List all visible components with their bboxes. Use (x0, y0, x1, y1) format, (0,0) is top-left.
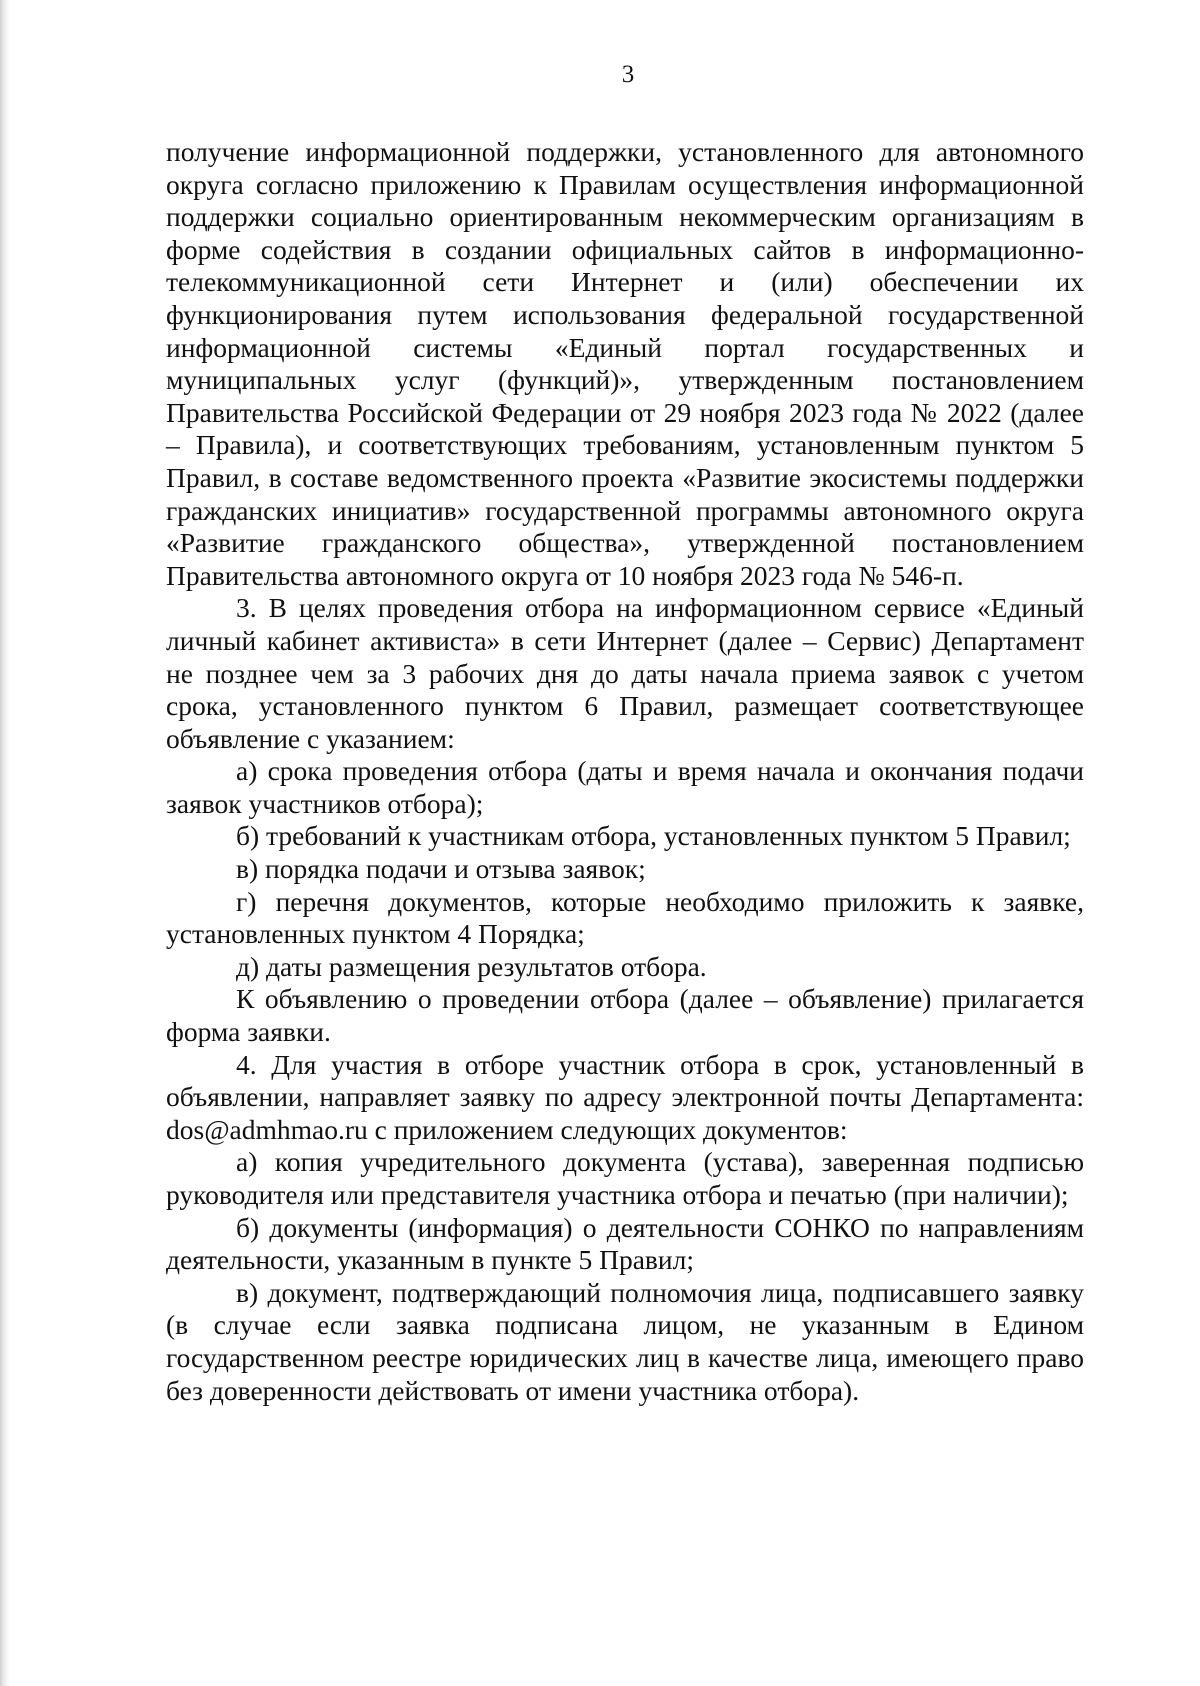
paragraph-announcement-form: К объявлению о проведении отбора (далее – объявление) прилагается форма заявки. (166, 983, 1084, 1048)
list-item-4v: в) документ, подтверждающий полномочия лица, подписавшего заявку (в случае если заявка подписана лицом, не указанным в Едином государственном реестре юридических лиц в качестве лица, имеющего право без доверенности действовать от имени участника отбора). (166, 1276, 1084, 1406)
list-item-3v: в) порядка подачи и отзыва заявок; (236, 853, 646, 885)
document-body (166, 136, 1084, 1407)
paragraph-clause-3: 3. В целях проведения отбора на информационном сервисе «Единый личный кабинет активиста» в сети Интернет (далее – Сервис) Департамент не позднее чем за 3 рабочих дня до даты начала приема заявок с учетом срока, установленного пунктом 6 Правил, размещает соответствующее объявление с указанием: (166, 592, 1084, 754)
list-item-3a: а) срока проведения отбора (даты и время начала и окончания подачи заявок участников отбора); (166, 755, 1084, 819)
list-item-4b: б) документы (информация) о деятельности СОНКО по направлениям деятельности, указанным в пункте 5 Правил; (166, 1211, 1084, 1276)
list-item-3b: б) требований к участникам отбора, установленных пунктом 5 Правил; (236, 820, 1071, 852)
paragraph-intro-continuation: получение информационной поддержки, установленного для автономного округа согласно приложению к Правилам осуществления информационной поддержки социально ориентированным некоммерческим организациям в форме содействия в создании официальных сайтов в информационно-телекоммуникационной сети Интернет и (или) обеспечении их функционирования путем использования федеральной государственной информационной системы «Единый портал государственных и муниципальных услуг (функций)», утвержденным постановлением Правительства Российской Федерации от 29 ноября 2023 года № 2022 (далее – Правила), и соответствующих требованиям, установленным пунктом 5 Правил, в составе ведомственного проекта «Развитие экосистемы поддержки гражданских инициатив» государственной программы автономного округа «Развитие гражданского общества», утвержденной постановлением Правительства автономного округа от 10 ноября 2023 года № 546-п. (166, 136, 1084, 591)
page-number: 3 (621, 61, 635, 88)
list-item-4a: а) копия учредительного документа (устава), заверенная подписью руководителя или представителя участника отбора и печатью (при наличии); (166, 1146, 1084, 1210)
scan-edge (0, 0, 10, 1686)
paragraph-clause-4: 4. Для участия в отборе участник отбора в срок, установленный в объявлении, направляет заявку по адресу электронной почты Департамента: dos@admhmao.ru с приложением следующих документов: (166, 1048, 1084, 1145)
list-item-3d: д) даты размещения результатов отбора. (236, 950, 707, 982)
list-item-3g: г) перечня документов, которые необходимо приложить к заявке, установленных пунктом 4 Порядка; (166, 885, 1084, 950)
